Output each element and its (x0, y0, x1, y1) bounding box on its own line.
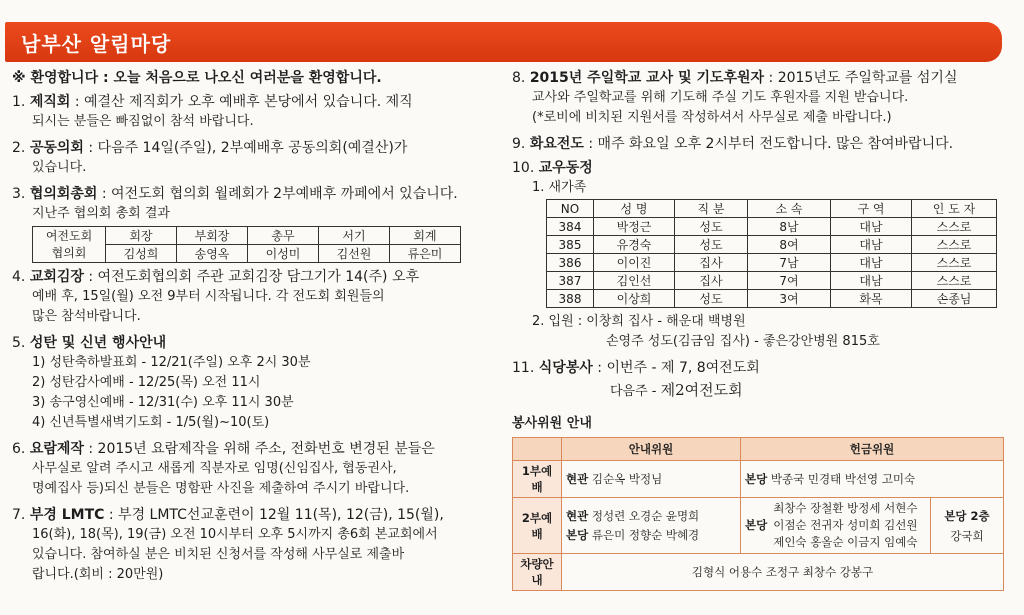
volunteer-section-title: 봉사위원 안내 (512, 416, 592, 431)
list-item: 1) 성탄축하발표회 - 12/21(주일) 오후 2시 30분 (32, 355, 311, 370)
welcome-text: ※ 환영합니다 : 오늘 처음으로 나오신 여러분을 환영합니다. (12, 70, 382, 86)
list-item: 3) 송구영신예배 - 12/31(수) 오후 11시 30분 (32, 395, 294, 410)
notice-item-3: 3. 협의회총회 : 여전도회 협의회 월례회가 2부예배후 까페에서 있습니다. 지난주 협의회 총회 결과 여전도회 협의회 회장 부회장 총무 서기 회계 김성희 송영옥 이성미 김선원 류은미 (12, 184, 492, 263)
table-row: 387 김인선 집사 7여 대남 스스로 (547, 272, 997, 290)
subsection-title: 1. 새가족 (532, 180, 587, 195)
notice-item-6: 6. 요람제작 : 2015년 요람제작을 위해 주소, 전화번호 변경된 분들은 사무실로 알려 주시고 새롭게 직분자로 임명(신임집사, 협동권사, 명예집사 등)되신 분들은 명함판 사진을 제출하여 주시기 바랍니다. (12, 441, 435, 496)
list-item: 2) 성탄감사예배 - 12/25(목) 오전 11시 (32, 375, 261, 390)
table-row: 384 박정근 성도 8남 대남 스스로 (547, 218, 997, 236)
election-result-table: 여전도회 협의회 회장 부회장 총무 서기 회계 김성희 송영옥 이성미 김선원 류은미 (32, 226, 461, 263)
new-family-table (546, 199, 997, 308)
notice-item-2: 2. 공동의회 : 다음주 14일(주일), 2부예배후 공동의회(예결산)가 있습니다. (12, 140, 408, 175)
notice-title: 공동의회 (29, 140, 84, 156)
notice-item-11: 11. 식당봉사 : 이번주 - 제 7, 8여전도회 다음주 - 제2여전도회 (512, 360, 760, 399)
notice-title: 성탄 및 신년 행사안내 (29, 335, 167, 351)
notice-item-5: 5. 성탄 및 신년 행사안내 1) 성탄축하발표회 - 12/21(주일) 오후 2시 30분 2) 성탄감사예배 - 12/25(목) 오전 11시 3) 송구영신예배 - 12/31(수) 오후 11시 30분 4) 신년특별새벽기도회 - 1/5(월)~10(토) (12, 333, 492, 433)
handwritten-note: 제2여전도회 (660, 381, 743, 399)
table-row: 388 이상희 성도 3여 화목 손종님 (547, 290, 997, 308)
notice-item-9: 9. 화요전도 : 매주 화요일 오후 2시부터 전도합니다. 많은 참여바랍니다. (512, 136, 954, 152)
page-title: 남부산 알림마당 (21, 32, 172, 56)
notice-title: 교회김장 (29, 269, 84, 285)
left-column (12, 68, 492, 585)
notice-title: 제직회 (29, 94, 71, 110)
volunteer-table: 안내위원 헌금위원 1부예배 현관 김순옥 박정님 본당 박종국 민경태 박선영 고미숙 2부예배 현관 정성련 오경순 윤명희 본당 류은미 정향순 박혜경 본당 최창수 장철환 방정세 서현수 이점순 전귀자 성미희 김선원 제인숙 홍올순 이금지 임예숙 본당 2층 강국희 차량안내 김형식 어용수 조정구 최창수 강봉구 (512, 437, 1004, 591)
hospital-notice: 2. 입원 : 이창희 집사 - 해운대 백병원 (532, 314, 746, 329)
table-row: 386 이이진 집사 7남 대남 스스로 (547, 254, 997, 272)
table-row: 2부예배 현관 정성련 오경순 윤명희 본당 류은미 정향순 박혜경 본당 최창수 장철환 방정세 서현수 이점순 전귀자 성미희 김선원 제인숙 홍올순 이금지 임예숙 본당 2층 강국희 (513, 498, 1004, 554)
notice-item-4: 4. 교회김장 : 여전도회협의회 주관 교회김장 담그기가 14(주) 오후 예배 후, 15일(월) 오전 9부터 시작됩니다. 각 전도회 회원들의 많은 참석바랍니다. (12, 269, 420, 324)
table-header-row: NO 성 명 직 분 소 속 구 역 인 도 자 (547, 200, 997, 218)
notice-title: 2015년 주일학교 교사 및 기도후원자 (529, 70, 765, 86)
notice-title: 교우동정 (538, 160, 593, 176)
notice-item-7: 7. 부경 LMTC : 부경 LMTC선교훈련이 12월 11(목), 12(금), 15(월), 16(화), 18(목), 19(금) 오전 10시부터 오후 5시까지 총6회 본교회에서 있습니다. 참여하실 분은 비치된 신청서를 작성해 사무실로 제출바 랍니다.(회비 : 20만원) (12, 507, 444, 582)
notice-item-1: 1. 제직회 : 예결산 제직회가 오후 예배후 본당에서 있습니다. 제직 되시는 분들은 빠짐없이 참석 바랍니다. (12, 94, 413, 129)
notice-item-8: 8. 2015년 주일학교 교사 및 기도후원자 : 2015년도 주일학교를 섬기실 교사와 주일학교를 위해 기도해 주실 기도 후원자를 지원 받습니다. (*로비에 비치된 지원서를 작성하셔서 사무실로 제출 바랍니다.) (512, 70, 958, 125)
table-row: 차량안내 김형식 어용수 조정구 최창수 강봉구 (513, 554, 1004, 591)
table-row: 385 유경숙 성도 8여 대남 스스로 (547, 236, 997, 254)
notice-title: 협의회총회 (29, 186, 98, 202)
notice-title: 요람제작 (29, 441, 84, 457)
notice-title: 부경 LMTC (29, 507, 105, 523)
header-banner (5, 22, 1002, 62)
notice-item-10: 10. 교우동정 1. 새가족 NO 성 명 직 분 소 속 구 역 인 도 자 384 박정근 성도 8남 대남 스스로 385 유경숙 성도 8여 대남 스스로 386 이이진 집사 7남 대남 스스로 387 김인선 집사 7여 대남 스스로 388 이상희 성도 3여 화목 손종님 2. 입원 : 이창희 집사 - 해운대 백병원 손영주 성도(김금임 집사) - 좋은강안병원 815호 (512, 158, 1007, 352)
list-item: 4) 신년특별새벽기도회 - 1/5(월)~10(토) (32, 415, 270, 430)
right-column (512, 68, 1007, 591)
notice-title: 화요전도 (529, 136, 584, 152)
notice-title: 식당봉사 (538, 360, 593, 376)
table-row: 1부예배 현관 김순옥 박정님 본당 박종국 민경태 박선영 고미숙 (513, 461, 1004, 498)
